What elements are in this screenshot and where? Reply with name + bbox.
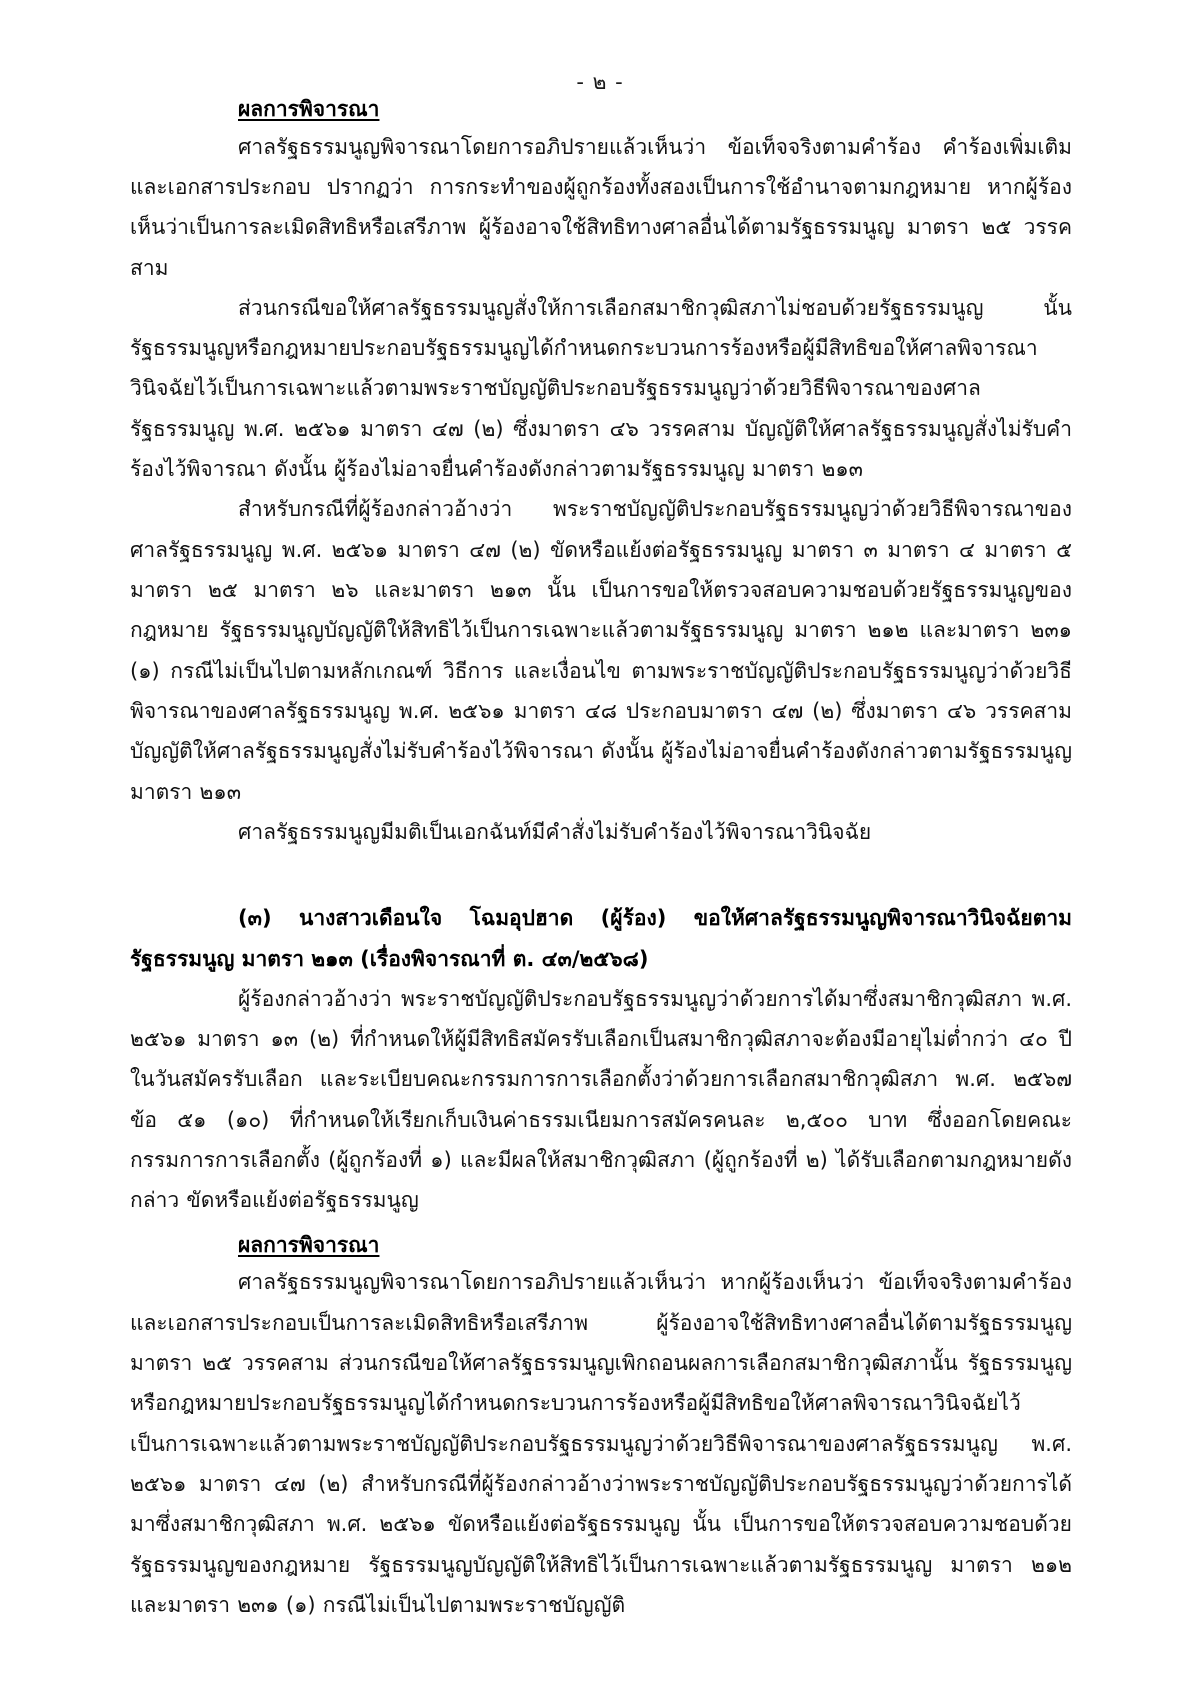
heading-spacer (130, 1221, 1072, 1229)
result-heading-2 (130, 1229, 1072, 1263)
result-heading-1 (130, 93, 1072, 127)
section-gap (130, 852, 1072, 898)
case-heading-3: (๓) นางสาวเดือนใจ โฉมอุปฮาด (ผู้ร้อง) ขอให้ศาลรัฐธรรมนูญพิจารณาวินิจฉัยตามรัฐธรรมนูญ มาตรา ๒๑๓ (เรื่องพิจารณาที่ ต. ๔๓/๒๕๖๘) (130, 906, 1072, 971)
paragraph-1: ศาลรัฐธรรมนูญพิจารณาโดยการอภิปรายแล้วเห็นว่า ข้อเท็จจริงตามคำร้อง คำร้องเพิ่มเติมและเอกสารประกอบ ปรากฏว่า การกระทำของผู้ถูกร้องทั้งสองเป็นการใช้อำนาจตามกฎหมาย หากผู้ร้องเห็นว่าเป็นการละเมิดสิทธิหรือเสรีภาพ ผู้ร้องอาจใช้สิทธิทางศาลอื่นได้ตามรัฐธรรมนูญ มาตรา ๒๕ วรรคสาม (130, 134, 1072, 280)
page-number: - ๒ - (576, 70, 624, 94)
result-heading-2-label: ผลการพิจารณา (238, 1232, 380, 1257)
result-heading-1-label: ผลการพิจารณา (238, 97, 380, 121)
paragraph-4: ศาลรัฐธรรมนูญมีมติเป็นเอกฉันท์มีคำสั่งไม่รับคำร้องไว้พิจารณาวินิจฉัย (238, 819, 872, 844)
paragraph-6: ศาลรัฐธรรมนูญพิจารณาโดยการอภิปรายแล้วเห็นว่า หากผู้ร้องเห็นว่า ข้อเท็จจริงตามคำร้องและเอกสารประกอบเป็นการละเมิดสิทธิหรือเสรีภาพ ผู้ร้องอาจใช้สิทธิทางศาลอื่นได้ตามรัฐธรรมนูญ มาตรา ๒๕ วรรคสาม ส่วนกรณีขอให้ศาลรัฐธรรมนูญเพิกถอนผลการเลือกสมาชิกวุฒิสภานั้น รัฐธรรมนูญหรือกฎหมายประกอบรัฐธรรมนูญได้กำหนดกระบวนการร้องหรือผู้มีสิทธิขอให้ศาลพิจารณาวินิจฉัยไว้เป็นการเฉพาะแล้วตามพระราชบัญญัติประกอบรัฐธรรมนูญว่าด้วยวิธีพิจารณาของศาลรัฐธรรมนูญ พ.ศ. ๒๕๖๑ มาตรา ๔๗ (๒) สำหรับกรณีที่ผู้ร้องกล่าวอ้างว่าพระราชบัญญัติประกอบรัฐธรรมนูญว่าด้วยการได้มาซึ่งสมาชิกวุฒิสภา พ.ศ. ๒๕๖๑ ขัดหรือแย้งต่อรัฐธรรมนูญ นั้น เป็นการขอให้ตรวจสอบความชอบด้วยรัฐธรรมนูญของกฎหมาย รัฐธรรมนูญบัญญัติให้สิทธิไว้เป็นการเฉพาะแล้วตามรัฐธรรมนูญ มาตรา ๒๑๒ และมาตรา ๒๓๑ (๑) กรณีไม่เป็นไปตามพระราชบัญญัติ (130, 1270, 1072, 1617)
paragraph-5: ผู้ร้องกล่าวอ้างว่า พระราชบัญญัติประกอบรัฐธรรมนูญว่าด้วยการได้มาซึ่งสมาชิกวุฒิสภา พ.ศ. ๒๕๖๑ มาตรา ๑๓ (๒) ที่กำหนดให้ผู้มีสิทธิสมัครรับเลือกเป็นสมาชิกวุฒิสภาจะต้องมีอายุไม่ต่ำกว่า ๔๐ ปี ในวันสมัครรับเลือก และระเบียบคณะกรรมการการเลือกตั้งว่าด้วยการเลือกสมาชิกวุฒิสภา พ.ศ. ๒๕๖๗ ข้อ ๕๑ (๑๐) ที่กำหนดให้เรียกเก็บเงินค่าธรรมเนียมการสมัครคนละ ๒,๕๐๐ บาท ซึ่งออกโดยคณะกรรมการการเลือกตั้ง (ผู้ถูกร้องที่ ๑) และมีผลให้สมาชิกวุฒิสภา (ผู้ถูกร้องที่ ๒) ได้รับเลือกตามกฎหมายดังกล่าว ขัดหรือแย้งต่อรัฐธรรมนูญ (130, 986, 1072, 1213)
paragraph-3: สำหรับกรณีที่ผู้ร้องกล่าวอ้างว่า พระราชบัญญัติประกอบรัฐธรรมนูญว่าด้วยวิธีพิจารณาของศาลรัฐธรรมนูญ พ.ศ. ๒๕๖๑ มาตรา ๔๗ (๒) ขัดหรือแย้งต่อรัฐธรรมนูญ มาตรา ๓ มาตรา ๔ มาตรา ๕ มาตรา ๒๕ มาตรา ๒๖ และมาตรา ๒๑๓ นั้น เป็นการขอให้ตรวจสอบความชอบด้วยรัฐธรรมนูญของกฎหมาย รัฐธรรมนูญบัญญัติให้สิทธิไว้เป็นการเฉพาะแล้วตามรัฐธรรมนูญ มาตรา ๒๑๒ และมาตรา ๒๓๑ (๑) กรณีไม่เป็นไปตามหลักเกณฑ์ วิธีการ และเงื่อนไข ตามพระราชบัญญัติประกอบรัฐธรรมนูญว่าด้วยวิธีพิจารณาของศาลรัฐธรรมนูญ พ.ศ. ๒๕๖๑ มาตรา ๔๘ ประกอบมาตรา ๔๗ (๒) ซึ่งมาตรา ๔๖ วรรคสาม บัญญัติให้ศาลรัฐธรรมนูญสั่งไม่รับคำร้องไว้พิจารณา ดังนั้น ผู้ร้องไม่อาจยื่นคำร้องดังกล่าวตามรัฐธรรมนูญ มาตรา ๒๑๓ (130, 497, 1072, 804)
document-body (0, 93, 1200, 1625)
paragraph-2: ส่วนกรณีขอให้ศาลรัฐธรรมนูญสั่งให้การเลือกสมาชิกวุฒิสภาไม่ชอบด้วยรัฐธรรมนูญ นั้น รัฐธรรมนูญหรือกฎหมายประกอบรัฐธรรมนูญได้กำหนดกระบวนการร้องหรือผู้มีสิทธิขอให้ศาลพิจารณาวินิจฉัยไว้เป็นการเฉพาะแล้วตามพระราชบัญญัติประกอบรัฐธรรมนูญว่าด้วยวิธีพิจารณาของศาลรัฐธรรมนูญ พ.ศ. ๒๕๖๑ มาตรา ๔๗ (๒) ซึ่งมาตรา ๔๖ วรรคสาม บัญญัติให้ศาลรัฐธรรมนูญสั่งไม่รับคำร้องไว้พิจารณา ดังนั้น ผู้ร้องไม่อาจยื่นคำร้องดังกล่าวตามรัฐธรรมนูญ มาตรา ๒๑๓ (130, 295, 1072, 482)
